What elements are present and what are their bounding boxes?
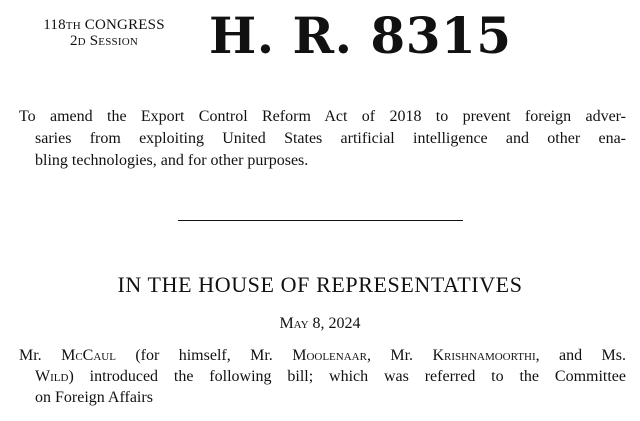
member-name: Moolenaar [292, 347, 367, 364]
bill-purpose [19, 106, 626, 172]
purpose-line: To amend the Export Control Reform Act of 2018 to prevent foreign adver- [19, 108, 626, 125]
session-label: 2d Session [69, 32, 139, 49]
congress-label: 118th CONGRESS [43, 17, 165, 33]
introduction-date: May 8, 2024 [279, 315, 361, 332]
congress-session-block [19, 18, 189, 50]
sponsor-line: Mr. McCaul (for himself, Mr. Moolenaar, Mr. Krishnamoorthi, and Ms. [19, 347, 627, 364]
chamber-heading: IN THE HOUSE OF REPRESENTATIVES [117, 272, 523, 297]
member-name: McCaul [61, 347, 116, 364]
sponsor-action-text [19, 345, 626, 408]
horizontal-rule [178, 220, 463, 221]
member-name: Krishnamoorthi [432, 347, 536, 364]
bill-number: H. R. 8315 [209, 6, 512, 65]
sponsor-line: Wild) introduced the following bill; which was referred to the Committee [35, 368, 626, 385]
purpose-line: bling technologies, and for other purposes. [35, 152, 309, 169]
purpose-line: saries from exploiting United States artificial intelligence and other ena- [35, 130, 626, 147]
member-name: Wild [35, 368, 69, 385]
sponsor-line: on Foreign Affairs [35, 389, 153, 406]
